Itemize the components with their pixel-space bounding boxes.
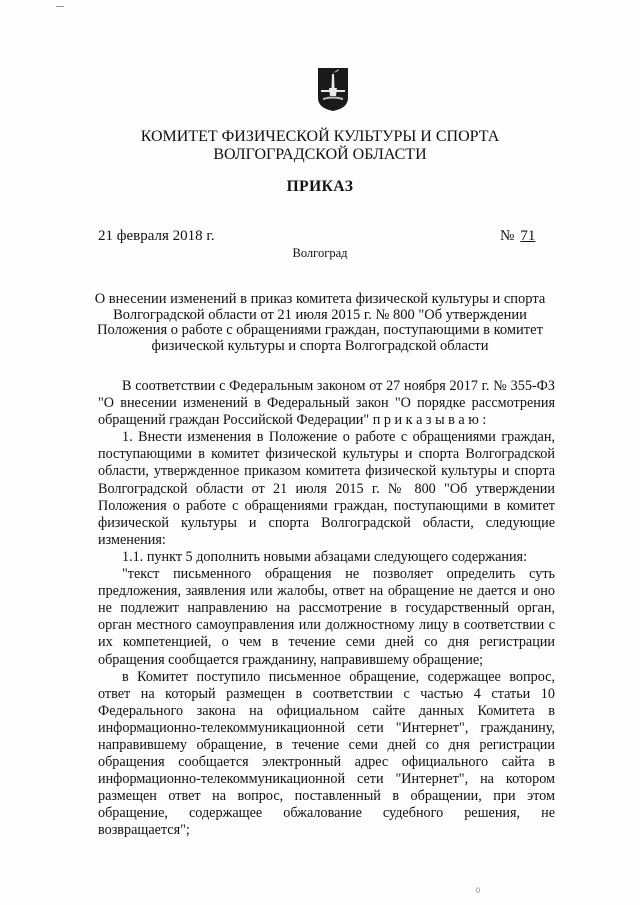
number-value: 71 [520,228,536,244]
body-paragraph: в Комитет поступило письменное обращение, содержащее вопрос, ответ на который размещен в соответствии с частью 4 статьи 10 Федерального закона на официальном сайте данных Комитета в информационно-телекоммуникационной сети "Интернет", гражданину, направившему обращение, в течение семи дней со дня регистрации обращения сообщается электронный адрес официального сайта в информационно-телекоммуникационной сети "Интернет", на котором размещен ответ на вопрос, поставленный в обращении, при этом обращение, содержащее обжалование судебного решения, не возвращается"; [98,668,555,839]
document-body [98,378,555,840]
organization-line: ВОЛГОГРАДСКОЙ ОБЛАСТИ [213,146,427,163]
document-date: 21 февраля 2018 г. [98,228,215,244]
body-paragraph: В соответствии с Федеральным законом от 27 ноября 2017 г. № 355-ФЗ "О внесении изменений в Федеральный закон "О порядке рассмотрения обращений граждан Российской Федерации" п р и к а з ы в а ю : [98,378,555,429]
number-label: № [500,228,515,244]
body-paragraph: "текст письменного обращения не позволяет определить суть предложения, заявления или жалобы, ответ на обращение не дается и оно не подлежит направлению на рассмотрение в государственный орган, орган местного самоуправления или должностному лицу в соответствии с их компетенцией, о чем в течение семи дней со дня регистрации обращения сообщается гражданину, направившему обращение; [98,566,555,668]
subject-line: Волгоградской области от 21 июля 2015 г. № 800 "Об утверждении [113,306,527,323]
organization-line: КОМИТЕТ ФИЗИЧЕСКОЙ КУЛЬТУРЫ И СПОРТА [140,128,500,145]
document-city: Волгоград [292,246,348,260]
body-paragraph: 1.1. пункт 5 дополнить новыми абзацами следующего содержания: [122,548,528,565]
body-paragraph: 1. Внести изменения в Положение о работе с обращениями граждан, поступающими в комитет физической культуры и спорта Волгоградской области, утвержденное приказом комитета физической культуры и спорта Волгоградской области от 21 июля 2015 г. № 800 "Об утверждении Положения о работе с обращениями граждан, поступающими в комитет физической культуры и спорта Волгоградской области, следующие изменения: [98,429,555,548]
document-number [500,228,535,245]
scan-mark [56,6,64,7]
subject-line: О внесении изменений в приказ комитета физической культуры и спорта [94,291,546,307]
page-mark: 0 [476,886,480,895]
document-subject [0,292,640,354]
document-type: ПРИКАЗ [286,178,354,195]
subject-line: Положения о работе с обращениями граждан, поступающими в комитет [97,322,543,338]
organization-name [0,128,640,164]
coat-of-arms-icon [318,68,348,111]
subject-line: физической культуры и спорта Волгоградской области [151,337,489,354]
